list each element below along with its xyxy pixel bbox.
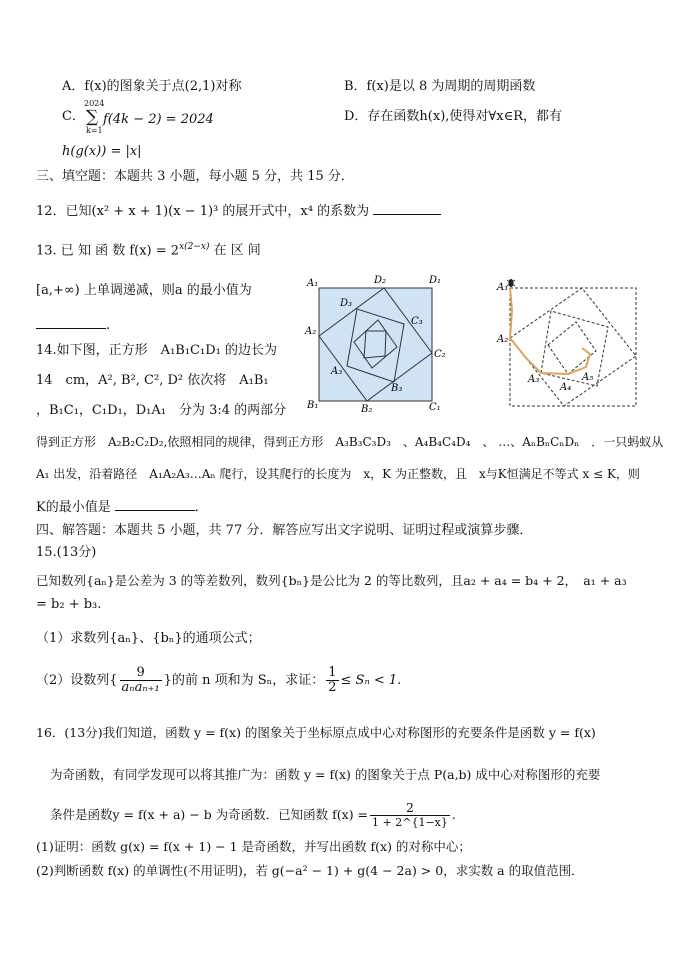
- fig2-label-a4: A₄: [560, 382, 572, 393]
- q11-option-d-cont: h(g(x)) = |x|: [62, 144, 142, 159]
- q15-part1: （1）求数列{aₙ}、{bₙ}的通项公式；: [36, 631, 261, 646]
- q14-line5: A₁ 出发，沿着路径 A₁A₂A₃…Aₙ 爬行，设其爬行的长度为 x，K 为正整数，且 x与K恒满足不等式 x ≤ K，则: [36, 467, 640, 481]
- q14-answer-blank[interactable]: [115, 496, 195, 511]
- q14-line2: 14 cm，A², B², C², D² 依次将 A₁B₁: [36, 373, 269, 388]
- fig1-label-b1: B₁: [307, 400, 319, 411]
- q16-part1: (1)证明：函数 g(x) = f(x + 1) − 1 是奇函数，并写出函数 f(x) 的对称中心；: [36, 839, 471, 854]
- fig1-label-d3: D₃: [340, 298, 353, 309]
- q14-line4: 得到正方形 A₂B₂C₂D₂,依照相同的规律，得到正方形 A₃B₃C₃D₃ 、A₄B₄C₄D₄ 、 …、AₙBₙCₙDₙ ．一只蚂蚁从: [36, 435, 664, 449]
- q16-line3: 条件是函数y = f(x + a) − b 为奇函数．已知函数 f(x) = $\frac{2}{1 + 2\^{}\{1-x\}}$ .: [50, 800, 456, 829]
- q12-answer-blank[interactable]: [373, 200, 441, 215]
- square-a1b1c1d1: [319, 288, 432, 401]
- nested-squares-figure: [300, 270, 450, 415]
- q11-option-a: A．f(x)的图象关于点(2,1)对称: [62, 79, 242, 94]
- q11-option-c-label: C．: [62, 109, 85, 124]
- fig1-label-b3: B₃: [391, 383, 403, 394]
- fig1-label-c3: C₃: [411, 316, 423, 327]
- fig1-label-a1: A₁: [307, 278, 319, 289]
- q16-part2: (2)判断函数 f(x) 的单调性(不用证明)，若 g(−a² − 1) + g(4 − 2a) > 0，求实数 a 的取值范围．: [36, 863, 584, 878]
- q13-line1: 13. 已 知 函 数 $f(x) = 2^{x(2-x)}$ 在 区 间: [36, 242, 261, 259]
- section-4-heading: 四、解答题：本题共 5 小题，共 77 分．解答应写出文字说明、证明过程或演算步骤．: [36, 523, 533, 538]
- q11-option-c-sum-bottom: k=1: [86, 126, 103, 135]
- q15-line2: = b₂ + b₃.: [36, 597, 102, 612]
- q16-line2: 为奇函数，有同学发现可以将其推广为：函数 y = f(x) 的图象关于点 P(a,b) 成中心对称图形的充要: [50, 767, 601, 782]
- sigma-icon: ∑: [86, 107, 99, 127]
- q14-line3: ，B₁C₁，C₁D₁，D₁A₁ 分为 3:4 的两部分: [36, 403, 287, 418]
- fig1-label-d1: D₁: [429, 275, 442, 286]
- fig2-label-a5: A₅: [582, 372, 594, 383]
- q14-line1: 14.如下图，正方形 A₁B₁C₁D₁ 的边长为: [36, 343, 277, 358]
- fig1-label-b2: B₂: [361, 404, 373, 415]
- q15-part2: （2）设数列{ $\frac{9}{\text{aₙaₙ₊₁}}$ }的前 n 项和为 Sₙ，求证： $\frac{1}{2}$ ≤ Sₙ < 1.: [36, 665, 402, 695]
- q11-option-d: D．存在函数h(x),使得对∀x∈R，都有: [344, 109, 562, 124]
- q11-option-b: B．f(x)是以 8 为周期的周期函数: [344, 79, 536, 94]
- q14-line6: K的最小值是 ．: [36, 496, 208, 517]
- fig2-label-a1: A₁: [497, 282, 509, 293]
- q15-line1: 已知数列{aₙ}是公差为 3 的等差数列，数列{bₙ}是公比为 2 的等比数列，且a₂ + a₄ = b₄ + 2， a₁ + a₃: [36, 573, 627, 588]
- fig2-label-a2: A₂: [497, 334, 509, 345]
- q13-answer-blank[interactable]: [36, 314, 106, 329]
- fig1-label-c1: C₁: [429, 402, 441, 413]
- fig1-label-c2: C₂: [434, 349, 446, 360]
- fig1-label-d2: D₂: [374, 275, 387, 286]
- fig2-label-a3: A₃: [528, 374, 540, 385]
- section-3-heading: 三、填空题：本题共 3 小题，每小题 5 分，共 15 分．: [36, 169, 354, 184]
- ant-path-figure: [490, 270, 650, 415]
- q12-text: 12．已知(x² + x + 1)(x − 1)³ 的展开式中，x⁴ 的系数为: [36, 200, 441, 221]
- fig1-label-a2: A₂: [305, 326, 317, 337]
- ant-path-line: [510, 288, 590, 374]
- q16-line1: 16．(13分)我们知道，函数 y = f(x) 的图象关于坐标原点成中心对称图形的充要条件是函数 y = f(x): [36, 725, 596, 740]
- q11-option-c-expr: f(4k − 2) = 2024: [103, 112, 214, 127]
- q15-title: 15.(13分): [36, 545, 97, 560]
- q11-option-c-sum-top: 2024: [84, 99, 105, 108]
- q13-line2: [a,+∞) 上单调递减，则a 的最小值为: [36, 283, 252, 298]
- q13-answer: .: [36, 314, 110, 335]
- fig1-label-a3: A₃: [331, 366, 343, 377]
